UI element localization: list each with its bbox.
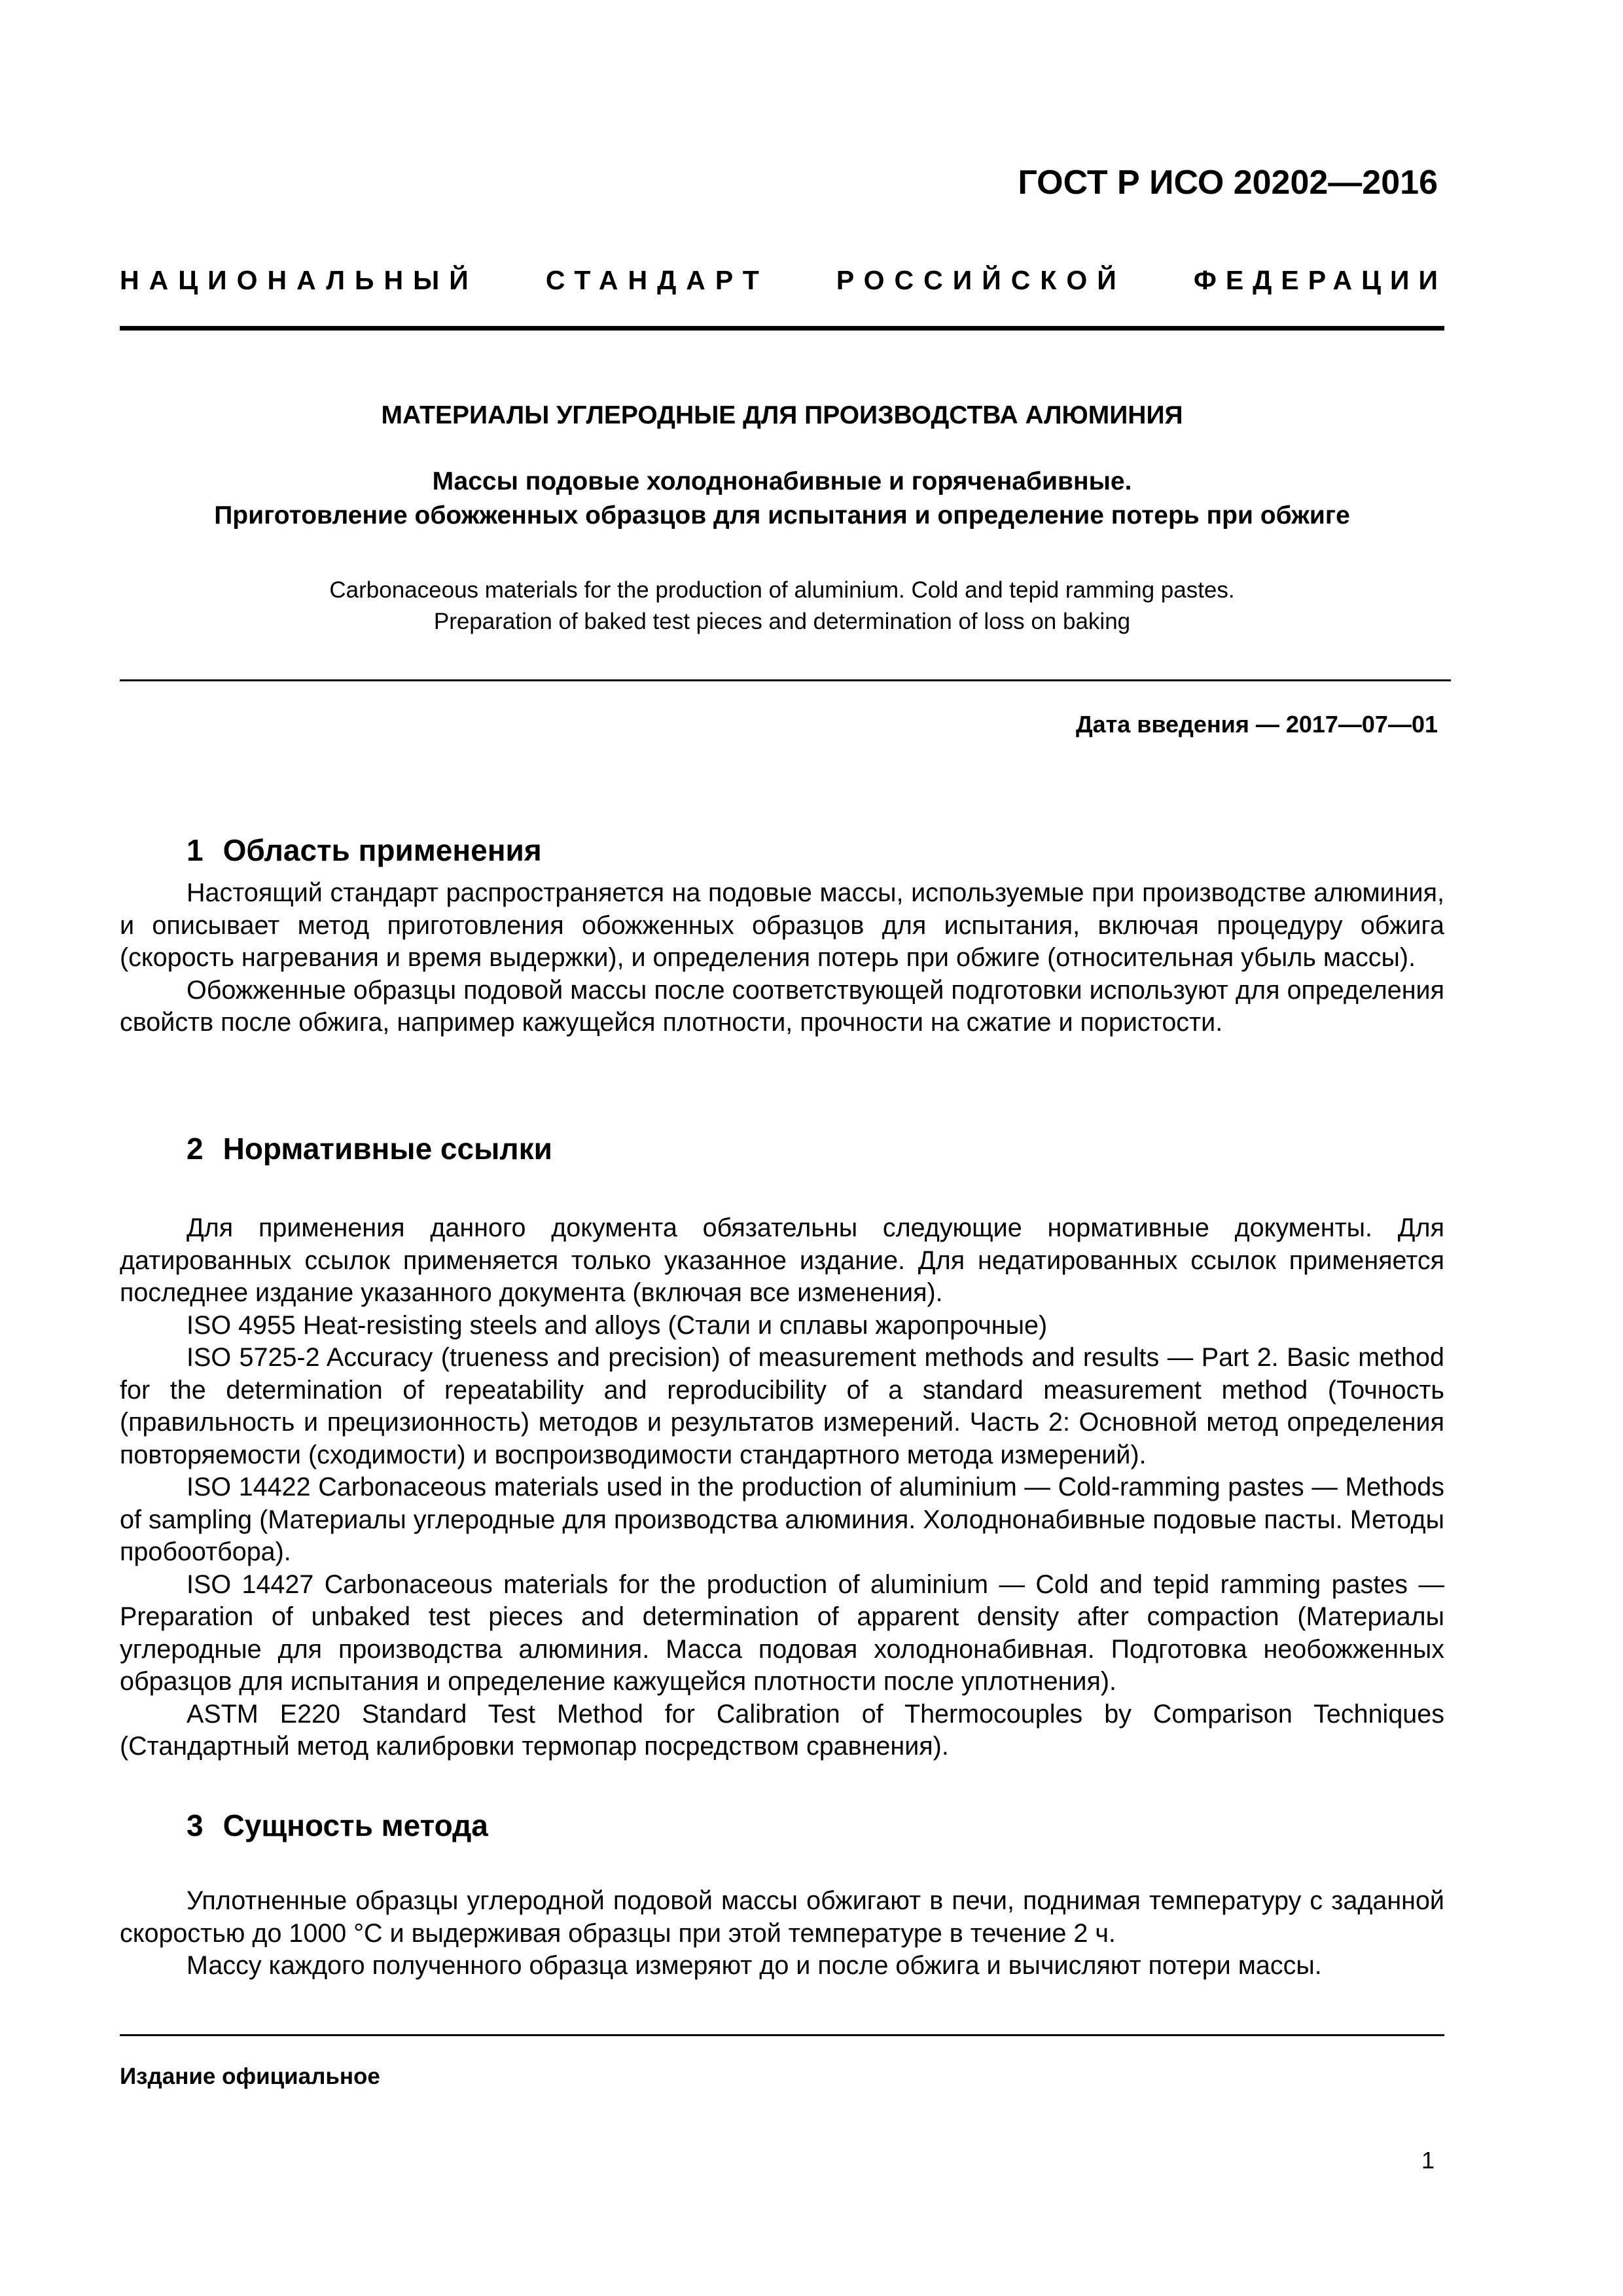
paragraph: Уплотненные образцы углеродной подовой массы обжигают в печи, поднимая температуру с заданной скоростью до 1000 °С и выдерживая образцы при этой температуре в течение 2 ч. xyxy=(120,1886,1444,1948)
section-heading xyxy=(187,831,542,869)
page-number: 1 xyxy=(1421,2147,1435,2174)
header-word: ФЕДЕРАЦИИ xyxy=(1193,265,1447,295)
reference-item: ISO 14427 Carbonaceous materials for the production of aluminium — Cold and tepid ramming pastes — Preparation of unbaked test pieces and determination of apparent density after compaction (Материалы углеродные для производства алюминия. Масса подовая холоднонабивная. Подготовка необожженных образцов для испытания и определение кажущейся плотности после уплотнения). xyxy=(120,1570,1444,1696)
introduction-date: Дата введения — 2017—07—01 xyxy=(1075,711,1438,738)
paragraph: Настоящий стандарт распространяется на подовые массы, используемые при производстве алюминия, и описывает метод приготовления обожженных образцов для испытания, включая процедуру обжига (скорость нагревания и время выдержки), и определения потерь при обжиге (относительная убыль массы). xyxy=(120,878,1444,972)
section-body xyxy=(120,1212,1444,1763)
section-title: Область применения xyxy=(223,833,542,867)
reference-item: ISO 5725-2 Accuracy (trueness and precision) of measurement methods and results — Part 2. Basic method for the determination of repeatability and reproducibility of a standard measurement method (Точность (правильность и прецизионность) методов и результатов измерений. Часть 2: Основной метод определения повторяемости (сходимости) и воспроизводимости стандартного метода измерений). xyxy=(120,1343,1444,1469)
section-number: 2 xyxy=(187,1132,204,1166)
section-heading xyxy=(187,1806,488,1844)
document-title: МАТЕРИАЛЫ УГЛЕРОДНЫЕ ДЛЯ ПРОИЗВОДСТВА АЛЮМИНИЯ xyxy=(381,401,1183,429)
paragraph: Для применения данного документа обязательны следующие нормативные документы. Для датированных ссылок применяется только указанное издание. Для недатированных ссылок применяется последнее издание указанного документа (включая все изменения). xyxy=(120,1213,1444,1307)
reference-item: ISO 14422 Carbonaceous materials used in the production of aluminium — Cold-ramming pastes — Methods of sampling (Материалы углеродные для производства алюминия. Холоднонабивные подовые пасты. Методы пробоотбора). xyxy=(120,1473,1444,1566)
paragraph: Обожженные образцы подовой массы после соответствующей подготовки используют для определения свойств после обжига, например кажущейся плотности, прочности на сжатие и пористости. xyxy=(120,975,1444,1037)
paragraph: Массу каждого полученного образца измеряют до и после обжига и вычисляют потери массы. xyxy=(187,1951,1322,1980)
header-word: СТАНДАРТ xyxy=(545,265,769,295)
header-divider xyxy=(120,326,1444,331)
standard-designation: ГОСТ Р ИСО 20202—2016 xyxy=(1018,164,1438,202)
subtitle-line: Массы подовые холоднонабивные и горяченабивные. xyxy=(432,467,1132,495)
section-number: 3 xyxy=(187,1808,204,1842)
national-standard-header xyxy=(120,263,1447,297)
section-body xyxy=(120,1885,1444,1982)
document-subtitle xyxy=(120,465,1444,533)
section-title: Сущность метода xyxy=(223,1808,488,1842)
header-word: НАЦИОНАЛЬНЫЙ xyxy=(120,265,478,295)
title-divider xyxy=(120,679,1451,681)
english-title-line: Preparation of baked test pieces and determination of loss on baking xyxy=(433,609,1131,634)
subtitle-line: Приготовление обожженных образцов для испытания и определение потерь при обжиге xyxy=(214,501,1350,529)
english-title-line: Carbonaceous materials for the production of aluminium. Cold and tepid ramming pastes. xyxy=(329,577,1235,603)
official-edition-label: Издание официальное xyxy=(120,2064,380,2089)
section-title: Нормативные ссылки xyxy=(223,1132,552,1166)
section-heading xyxy=(187,1130,552,1168)
header-word: РОССИЙСКОЙ xyxy=(836,265,1126,295)
footer-divider xyxy=(120,2034,1444,2036)
english-title xyxy=(120,575,1444,637)
section-body xyxy=(120,877,1444,1039)
reference-item: ISO 4955 Heat-resisting steels and alloys (Стали и сплавы жаропрочные) xyxy=(187,1310,1048,1340)
reference-item: ASTM E220 Standard Test Method for Calibration of Thermocouples by Comparison Techniques (Стандартный метод калибровки термопар посредством сравнения). xyxy=(120,1699,1444,1761)
section-number: 1 xyxy=(187,833,204,867)
